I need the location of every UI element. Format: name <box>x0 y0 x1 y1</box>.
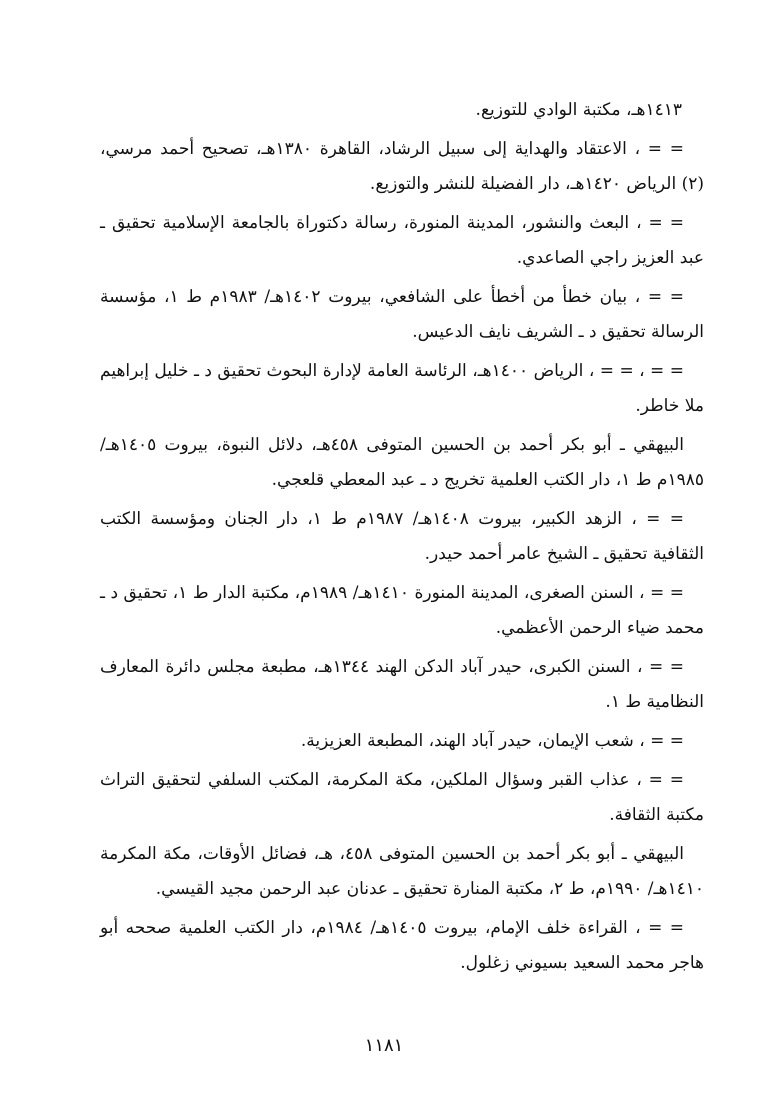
page-number: ١١٨١ <box>364 1035 404 1056</box>
bibliography-list <box>100 93 704 985</box>
bibliography-entry: البيهقي ـ أبو بكر أحمد بن الحسين المتوفى ٤٥٨، هـ، فضائل الأوقات، مكة المكرمة ١٤١٠هـ/ ١٩٩٠م، ط ٢، مكتبة المنارة تحقيق ـ عدنان عبد الرحمن مجيد القيسي. <box>100 844 704 899</box>
bibliography-entry: = = ، السنن الكبرى، حيدر آباد الدكن الهند ١٣٤٤هـ، مطبعة مجلس دائرة المعارف النظامية ط ١. <box>100 657 704 712</box>
bibliography-entry: = = ، البعث والنشور، المدينة المنورة، رسالة دكتوراة بالجامعة الإسلامية تحقيق ـ عبد العزيز راجي الصاعدي. <box>100 213 704 268</box>
bibliography-entry: = = ، الاعتقاد والهداية إلى سبيل الرشاد، القاهرة ١٣٨٠هـ، تصحيح أحمد مرسي، (٢) الرياض ١٤٢٠هـ، دار الفضيلة للنشر والتوزيع. <box>100 139 704 194</box>
bibliography-entry: = = ، عذاب القبر وسؤال الملكين، مكة المكرمة، المكتب السلفي لتحقيق التراث مكتبة الثقافة. <box>100 770 704 825</box>
bibliography-entry: = = ، شعب الإيمان، حيدر آباد الهند، المطبعة العزيزية. <box>300 731 684 751</box>
bibliography-entry: = = ، السنن الصغرى، المدينة المنورة ١٤١٠هـ/ ١٩٨٩م، مكتبة الدار ط ١، تحقيق د ـ محمد ضياء الرحمن الأعظمي. <box>100 583 704 638</box>
bibliography-entry: = = ، الزهد الكبير، بيروت ١٤٠٨هـ/ ١٩٨٧م ط ١، دار الجنان ومؤسسة الكتب الثقافية تحقيق ـ الشيخ عامر أحمد حيدر. <box>100 509 704 564</box>
bibliography-entry: = = ، القراءة خلف الإمام، بيروت ١٤٠٥هـ/ ١٩٨٤م، دار الكتب العلمية صححه أبو هاجر محمد السعيد بسيوني زغلول. <box>100 918 704 973</box>
bibliography-entry: = = ، = = ، الرياض ١٤٠٠هـ، الرئاسة العامة لإدارة البحوث تحقيق د ـ خليل إبراهيم ملا خاطر. <box>100 361 704 416</box>
bibliography-entry: البيهقي ـ أبو بكر أحمد بن الحسين المتوفى ٤٥٨هـ، دلائل النبوة، بيروت ١٤٠٥هـ/ ١٩٨٥م ط ١، دار الكتب العلمية تخريج د ـ عبد المعطي قلعجي. <box>100 435 704 490</box>
bibliography-entry: ١٤١٣هـ، مكتبة الوادي للتوزيع. <box>475 100 682 120</box>
bibliography-entry: = = ، بيان خطأ من أخطأ على الشافعي، بيروت ١٤٠٢هـ/ ١٩٨٣م ط ١، مؤسسة الرسالة تحقيق د ـ الشريف نايف الدعيس. <box>100 287 704 342</box>
